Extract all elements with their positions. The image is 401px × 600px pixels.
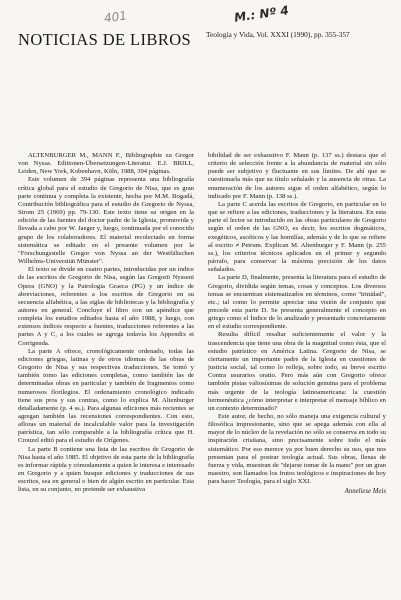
section-title: NOTICIAS DE LIBROS [18, 30, 192, 49]
reviewer-signature: Anneliese Meis [344, 488, 386, 496]
handwritten-issue-note: M.: Nº 4 [233, 3, 290, 25]
left-column [18, 152, 194, 495]
left-column-body [18, 176, 194, 494]
left-paragraph: La parte B contiene una lista de las escritos de Gregorio de Nisa hasta el año 1985. El objetivo de esta parte de la bibliografía es informar rápida y cómodamente a quien le interesa e interesado en Gregorio y a quien busque ediciones y traducciones de sus escritos, sea en general o bien de algún escrito en particular. Esta lista, en su conjunto, no pretende ser exhaustiva [18, 445, 194, 494]
journal-reference: Teología y Vida, Vol. XXXI (1990), pp. 355-357 [206, 30, 350, 39]
right-paragraph: Resulta difícil resaltar suficientemente el valor y la trascendencia que tiene una obra de la magnitud como ésta, que el estudio patrístico en América Latina. Gregorio de Nisa, se ciertamente un importante padre de la Iglesia en cuestiones de justicia social, tal como lo refleja, sobre todo, su breve escrito Contra usurarios oratio. Pero más aún con Gregorio ofrece también pistas valiosísimas de solución genuina para el problema más urgente de la teología latinoamericana: la cuestión hermenéutica ¿cómo interpretar e interpretar el mensaje bíblico en un contexto determinado? [208, 331, 386, 412]
review-heading: ALTENBURGER M., MANN F., Bibliographie zu Gregor von Nyssa. Editionen-Übersetzungen-Literatur. E.J. BRILL, Leiden, New York, Kobenhavn, Köln, 1988, 394 páginas. [18, 152, 194, 176]
right-paragraph: La parte C acerda las escritos de Gregorio, en particular en lo que se refiere a las ediciones, traducciones y la literatura. En esta parte el lector se introducido en las obras particulares de Gregorio según el orden de las GNO, es decir, los escritos dogmáticos, exegéticos, ascéticos y las homilías, además y de lo que se refiere al escrito ≠ Petrum. Explican M. Altenburger y F. Mann (p. 255 ss.), los criterios técnicos aplicados en el primer y segundo párrafo, para conservar la máxima precisión de los datos señalados. [208, 200, 386, 274]
right-paragraph: bibilidad de ser exhaustivo F. Mann (p. 137 ss.) destaca que el criterio de selección frente a la abundancia de material sin sólo puede ser subjetivo y fluctuante en sus límites. De ahí que se cuestionarla más que su título señalado y la ausencia de otras. La enumeración de los autores sigue el orden alfabético, según lo indicado por F. Mann (p. 138 ss.). [208, 152, 386, 200]
right-paragraph: Este autor, de hecho, no sólo maneja una exigencia cultural y filosófica impresionante, sino que se apega además con ella al mayor de lo núcleo de la revelación no sólo se conserva en todo su inspiración cristiana, sino precisamente sobre todo el más sistemático. Por eso merece ya por buen derecho su uso, que nos presentan para el postrar teología actual. Sus obras, llenas de fuerza y vida, muestran de "dejarse tomar de la mano" por un gran maestro, son llamados los frutos teológicos e inspiraciones de hoy para hacer Teología, para el siglo XXI. [208, 413, 386, 486]
handwritten-page-number: 401 [103, 8, 128, 26]
right-column-body [208, 152, 386, 486]
right-paragraph: La parte D, finalmente, presenta la literatura para el estudio de Gregorio, dividida según temas, cosas y conceptos. Los diversos temas se encuentran sistematizados en términos, como "trinidad", etc.; tal como lo permite apreciar una visión de conjunto que precede esta parte D. Se presenta generalmente el concepto en griego como el Índice de lo analizado y presentado concretamente en el estudio correspondiente. [208, 274, 386, 331]
left-paragraph: La parte A ofrece, cronológicamente ordenado, todas las ediciones griegas, latinas y de otros idiomas de las obras de Gregorio de Nisa y sus respectivas traducciones. Se tomó y también tomo las ediciones completas, como también las de determinadas obras en particular y también de fragmentos como numerosos florilegios. El ordenamiento cronológico indicado tiene sus pros y sus contras, como lo explica M. Altenburger detalladamente (p. 4 ss.). Para algunas ediciones más recientes se agregan también las recensiones correspondientes. Con esto, afloras un material de incalculable valor para la investigación patrística, tan sólo comparable a la bibliografía crítica que H. Crouzel editó para el estudio de Orígenes. [18, 347, 194, 445]
left-paragraph: El texto se divide en cuatro partes, introducidas por un índice de las escritos de Gregorio de Nisa, según las Gregorii Nysseni Opera (GNO) y la Patrologia Graeca (PG) y un índice de abreviaciones, referentes a los escritos de Gregorio en su secuencia alfabética, a las siglas de bibliotecas y la bibliografía y autores en general. Concluye el libro con un apéndice que completa los estudios editados hasta el año 1988, y luego, con extensos índices respecto a fuentes, traducciones referentes a las partes A y C, a los cuales se agrega todavía los Appendix et Corrigenda. [18, 266, 194, 347]
right-column [208, 152, 386, 497]
left-paragraph: Este volumen de 394 páginas representa una bibliografía crítica global para el estudio de Gregorio de Nisa, que es gran parte continua y completa la existente, hecha por M.M. Bogadá, Contribución bibliográfica para el estudio de Gregorio de Nyssa, Strom 25 (1969) pp. 79-130. Este texto tiene su origen en la edición de las fuentes del doctor padre de la Iglesia, promovida y llevada a cabo por W. Jaeger y, luego, continuada por el conocido grupo de los colaboradores. El material recolectado en forma sistemática se editado en el presente volumen por la "Forschungsstelle Gregor von Nyssa an der Westfälischen Wilhelms-Universität Münster". [18, 176, 194, 266]
